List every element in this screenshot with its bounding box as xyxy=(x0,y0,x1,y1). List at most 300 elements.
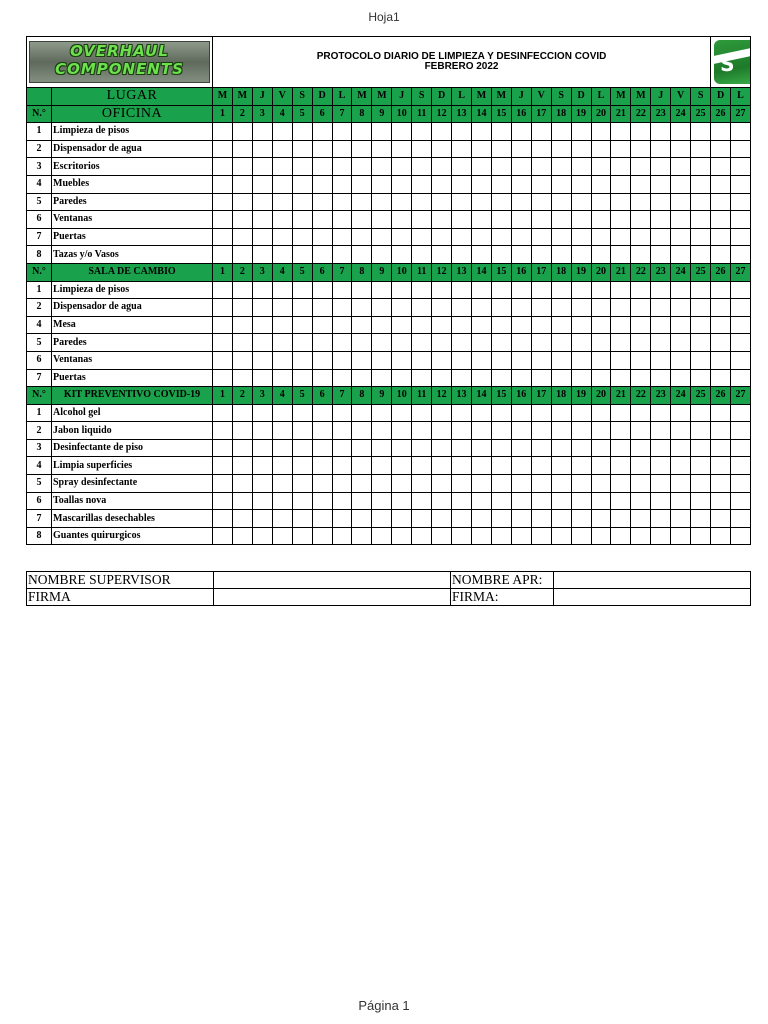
check-cell[interactable] xyxy=(372,334,392,352)
check-cell[interactable] xyxy=(232,334,252,352)
check-cell[interactable] xyxy=(232,351,252,369)
check-cell[interactable] xyxy=(711,316,731,334)
check-cell[interactable] xyxy=(252,158,272,176)
check-cell[interactable] xyxy=(332,316,352,334)
check-cell[interactable] xyxy=(412,281,432,299)
check-cell[interactable] xyxy=(491,193,511,211)
check-cell[interactable] xyxy=(691,422,711,440)
check-cell[interactable] xyxy=(352,422,372,440)
check-cell[interactable] xyxy=(511,404,531,422)
check-cell[interactable] xyxy=(511,299,531,317)
check-cell[interactable] xyxy=(292,475,312,493)
check-cell[interactable] xyxy=(332,457,352,475)
check-cell[interactable] xyxy=(452,492,472,510)
check-cell[interactable] xyxy=(491,369,511,387)
check-cell[interactable] xyxy=(691,439,711,457)
check-cell[interactable] xyxy=(691,193,711,211)
check-cell[interactable] xyxy=(252,246,272,264)
check-cell[interactable] xyxy=(452,351,472,369)
check-cell[interactable] xyxy=(332,193,352,211)
check-cell[interactable] xyxy=(332,369,352,387)
check-cell[interactable] xyxy=(352,369,372,387)
check-cell[interactable] xyxy=(432,475,452,493)
check-cell[interactable] xyxy=(691,369,711,387)
check-cell[interactable] xyxy=(571,140,591,158)
check-cell[interactable] xyxy=(491,404,511,422)
check-cell[interactable] xyxy=(372,439,392,457)
check-cell[interactable] xyxy=(731,351,751,369)
check-cell[interactable] xyxy=(352,510,372,528)
check-cell[interactable] xyxy=(232,404,252,422)
check-cell[interactable] xyxy=(412,299,432,317)
check-cell[interactable] xyxy=(631,193,651,211)
check-cell[interactable] xyxy=(412,422,432,440)
check-cell[interactable] xyxy=(631,439,651,457)
check-cell[interactable] xyxy=(571,351,591,369)
check-cell[interactable] xyxy=(691,228,711,246)
check-cell[interactable] xyxy=(571,246,591,264)
check-cell[interactable] xyxy=(631,246,651,264)
check-cell[interactable] xyxy=(631,140,651,158)
check-cell[interactable] xyxy=(412,175,432,193)
check-cell[interactable] xyxy=(392,404,412,422)
check-cell[interactable] xyxy=(332,334,352,352)
check-cell[interactable] xyxy=(591,422,611,440)
check-cell[interactable] xyxy=(631,510,651,528)
check-cell[interactable] xyxy=(272,193,292,211)
check-cell[interactable] xyxy=(332,140,352,158)
check-cell[interactable] xyxy=(312,510,332,528)
check-cell[interactable] xyxy=(412,316,432,334)
check-cell[interactable] xyxy=(412,140,432,158)
check-cell[interactable] xyxy=(731,175,751,193)
check-cell[interactable] xyxy=(671,510,691,528)
check-cell[interactable] xyxy=(312,193,332,211)
check-cell[interactable] xyxy=(213,510,233,528)
check-cell[interactable] xyxy=(691,510,711,528)
check-cell[interactable] xyxy=(631,422,651,440)
check-cell[interactable] xyxy=(372,510,392,528)
check-cell[interactable] xyxy=(591,211,611,229)
check-cell[interactable] xyxy=(611,527,631,545)
check-cell[interactable] xyxy=(651,211,671,229)
check-cell[interactable] xyxy=(352,439,372,457)
check-cell[interactable] xyxy=(471,211,491,229)
check-cell[interactable] xyxy=(312,475,332,493)
check-cell[interactable] xyxy=(491,492,511,510)
check-cell[interactable] xyxy=(651,475,671,493)
check-cell[interactable] xyxy=(392,193,412,211)
check-cell[interactable] xyxy=(631,457,651,475)
check-cell[interactable] xyxy=(292,316,312,334)
check-cell[interactable] xyxy=(352,123,372,141)
check-cell[interactable] xyxy=(252,422,272,440)
check-cell[interactable] xyxy=(432,281,452,299)
check-cell[interactable] xyxy=(511,492,531,510)
supervisor-name-field[interactable] xyxy=(214,572,451,589)
check-cell[interactable] xyxy=(611,123,631,141)
check-cell[interactable] xyxy=(571,175,591,193)
check-cell[interactable] xyxy=(731,246,751,264)
check-cell[interactable] xyxy=(591,228,611,246)
check-cell[interactable] xyxy=(531,439,551,457)
check-cell[interactable] xyxy=(272,158,292,176)
check-cell[interactable] xyxy=(731,527,751,545)
check-cell[interactable] xyxy=(511,351,531,369)
check-cell[interactable] xyxy=(711,369,731,387)
check-cell[interactable] xyxy=(591,369,611,387)
check-cell[interactable] xyxy=(432,193,452,211)
check-cell[interactable] xyxy=(412,246,432,264)
check-cell[interactable] xyxy=(671,439,691,457)
check-cell[interactable] xyxy=(392,175,412,193)
check-cell[interactable] xyxy=(252,140,272,158)
check-cell[interactable] xyxy=(372,211,392,229)
check-cell[interactable] xyxy=(352,281,372,299)
check-cell[interactable] xyxy=(491,422,511,440)
check-cell[interactable] xyxy=(312,158,332,176)
check-cell[interactable] xyxy=(551,510,571,528)
check-cell[interactable] xyxy=(571,299,591,317)
check-cell[interactable] xyxy=(531,158,551,176)
check-cell[interactable] xyxy=(332,299,352,317)
check-cell[interactable] xyxy=(312,439,332,457)
check-cell[interactable] xyxy=(232,158,252,176)
check-cell[interactable] xyxy=(292,193,312,211)
check-cell[interactable] xyxy=(611,316,631,334)
check-cell[interactable] xyxy=(671,140,691,158)
check-cell[interactable] xyxy=(272,299,292,317)
check-cell[interactable] xyxy=(491,351,511,369)
check-cell[interactable] xyxy=(232,492,252,510)
check-cell[interactable] xyxy=(352,334,372,352)
check-cell[interactable] xyxy=(531,457,551,475)
check-cell[interactable] xyxy=(392,351,412,369)
check-cell[interactable] xyxy=(511,457,531,475)
check-cell[interactable] xyxy=(372,475,392,493)
check-cell[interactable] xyxy=(651,492,671,510)
check-cell[interactable] xyxy=(252,316,272,334)
check-cell[interactable] xyxy=(213,351,233,369)
check-cell[interactable] xyxy=(292,369,312,387)
check-cell[interactable] xyxy=(312,316,332,334)
check-cell[interactable] xyxy=(731,457,751,475)
check-cell[interactable] xyxy=(252,123,272,141)
check-cell[interactable] xyxy=(232,475,252,493)
check-cell[interactable] xyxy=(292,123,312,141)
check-cell[interactable] xyxy=(731,439,751,457)
check-cell[interactable] xyxy=(332,281,352,299)
check-cell[interactable] xyxy=(471,439,491,457)
check-cell[interactable] xyxy=(272,369,292,387)
check-cell[interactable] xyxy=(272,457,292,475)
check-cell[interactable] xyxy=(531,369,551,387)
check-cell[interactable] xyxy=(711,299,731,317)
check-cell[interactable] xyxy=(232,369,252,387)
check-cell[interactable] xyxy=(432,175,452,193)
check-cell[interactable] xyxy=(731,140,751,158)
check-cell[interactable] xyxy=(691,246,711,264)
check-cell[interactable] xyxy=(651,527,671,545)
check-cell[interactable] xyxy=(292,492,312,510)
check-cell[interactable] xyxy=(213,175,233,193)
check-cell[interactable] xyxy=(551,475,571,493)
check-cell[interactable] xyxy=(631,228,651,246)
check-cell[interactable] xyxy=(711,281,731,299)
check-cell[interactable] xyxy=(432,369,452,387)
check-cell[interactable] xyxy=(551,334,571,352)
check-cell[interactable] xyxy=(511,140,531,158)
check-cell[interactable] xyxy=(551,369,571,387)
check-cell[interactable] xyxy=(252,299,272,317)
check-cell[interactable] xyxy=(651,246,671,264)
check-cell[interactable] xyxy=(213,123,233,141)
check-cell[interactable] xyxy=(452,422,472,440)
check-cell[interactable] xyxy=(252,404,272,422)
check-cell[interactable] xyxy=(452,211,472,229)
check-cell[interactable] xyxy=(372,158,392,176)
check-cell[interactable] xyxy=(292,439,312,457)
check-cell[interactable] xyxy=(631,299,651,317)
check-cell[interactable] xyxy=(711,193,731,211)
check-cell[interactable] xyxy=(272,140,292,158)
check-cell[interactable] xyxy=(691,475,711,493)
check-cell[interactable] xyxy=(372,492,392,510)
check-cell[interactable] xyxy=(491,158,511,176)
check-cell[interactable] xyxy=(631,369,651,387)
check-cell[interactable] xyxy=(531,175,551,193)
check-cell[interactable] xyxy=(611,369,631,387)
check-cell[interactable] xyxy=(711,123,731,141)
check-cell[interactable] xyxy=(252,175,272,193)
check-cell[interactable] xyxy=(372,299,392,317)
check-cell[interactable] xyxy=(491,123,511,141)
check-cell[interactable] xyxy=(292,334,312,352)
check-cell[interactable] xyxy=(691,281,711,299)
check-cell[interactable] xyxy=(551,228,571,246)
check-cell[interactable] xyxy=(432,299,452,317)
check-cell[interactable] xyxy=(491,475,511,493)
check-cell[interactable] xyxy=(531,351,551,369)
check-cell[interactable] xyxy=(591,439,611,457)
check-cell[interactable] xyxy=(551,439,571,457)
check-cell[interactable] xyxy=(591,527,611,545)
check-cell[interactable] xyxy=(591,123,611,141)
check-cell[interactable] xyxy=(671,299,691,317)
check-cell[interactable] xyxy=(551,175,571,193)
check-cell[interactable] xyxy=(252,228,272,246)
check-cell[interactable] xyxy=(631,527,651,545)
check-cell[interactable] xyxy=(392,246,412,264)
check-cell[interactable] xyxy=(691,211,711,229)
check-cell[interactable] xyxy=(412,404,432,422)
check-cell[interactable] xyxy=(213,334,233,352)
check-cell[interactable] xyxy=(332,527,352,545)
check-cell[interactable] xyxy=(531,193,551,211)
check-cell[interactable] xyxy=(392,492,412,510)
check-cell[interactable] xyxy=(511,316,531,334)
check-cell[interactable] xyxy=(551,158,571,176)
check-cell[interactable] xyxy=(551,492,571,510)
check-cell[interactable] xyxy=(651,175,671,193)
check-cell[interactable] xyxy=(571,439,591,457)
check-cell[interactable] xyxy=(392,211,412,229)
check-cell[interactable] xyxy=(432,140,452,158)
check-cell[interactable] xyxy=(312,457,332,475)
check-cell[interactable] xyxy=(352,228,372,246)
check-cell[interactable] xyxy=(352,299,372,317)
check-cell[interactable] xyxy=(412,492,432,510)
check-cell[interactable] xyxy=(591,404,611,422)
check-cell[interactable] xyxy=(272,246,292,264)
check-cell[interactable] xyxy=(711,457,731,475)
check-cell[interactable] xyxy=(611,439,631,457)
check-cell[interactable] xyxy=(671,422,691,440)
check-cell[interactable] xyxy=(432,422,452,440)
check-cell[interactable] xyxy=(412,369,432,387)
check-cell[interactable] xyxy=(671,369,691,387)
check-cell[interactable] xyxy=(392,123,412,141)
check-cell[interactable] xyxy=(272,475,292,493)
check-cell[interactable] xyxy=(571,334,591,352)
check-cell[interactable] xyxy=(731,475,751,493)
check-cell[interactable] xyxy=(312,123,332,141)
check-cell[interactable] xyxy=(292,175,312,193)
check-cell[interactable] xyxy=(471,123,491,141)
check-cell[interactable] xyxy=(292,228,312,246)
check-cell[interactable] xyxy=(691,351,711,369)
check-cell[interactable] xyxy=(332,510,352,528)
check-cell[interactable] xyxy=(392,475,412,493)
check-cell[interactable] xyxy=(531,527,551,545)
check-cell[interactable] xyxy=(432,527,452,545)
check-cell[interactable] xyxy=(491,316,511,334)
check-cell[interactable] xyxy=(272,422,292,440)
check-cell[interactable] xyxy=(611,299,631,317)
check-cell[interactable] xyxy=(392,334,412,352)
apr-name-field[interactable] xyxy=(554,572,751,589)
check-cell[interactable] xyxy=(531,475,551,493)
check-cell[interactable] xyxy=(432,228,452,246)
check-cell[interactable] xyxy=(432,492,452,510)
check-cell[interactable] xyxy=(372,422,392,440)
check-cell[interactable] xyxy=(312,140,332,158)
check-cell[interactable] xyxy=(372,369,392,387)
check-cell[interactable] xyxy=(452,281,472,299)
check-cell[interactable] xyxy=(651,510,671,528)
check-cell[interactable] xyxy=(392,457,412,475)
check-cell[interactable] xyxy=(691,123,711,141)
check-cell[interactable] xyxy=(531,140,551,158)
check-cell[interactable] xyxy=(332,246,352,264)
check-cell[interactable] xyxy=(711,510,731,528)
check-cell[interactable] xyxy=(571,158,591,176)
check-cell[interactable] xyxy=(551,140,571,158)
check-cell[interactable] xyxy=(252,475,272,493)
check-cell[interactable] xyxy=(511,158,531,176)
check-cell[interactable] xyxy=(312,527,332,545)
check-cell[interactable] xyxy=(452,404,472,422)
check-cell[interactable] xyxy=(452,123,472,141)
check-cell[interactable] xyxy=(491,439,511,457)
check-cell[interactable] xyxy=(551,123,571,141)
check-cell[interactable] xyxy=(372,457,392,475)
check-cell[interactable] xyxy=(412,158,432,176)
check-cell[interactable] xyxy=(511,439,531,457)
check-cell[interactable] xyxy=(671,246,691,264)
check-cell[interactable] xyxy=(312,369,332,387)
check-cell[interactable] xyxy=(551,404,571,422)
check-cell[interactable] xyxy=(551,351,571,369)
check-cell[interactable] xyxy=(531,299,551,317)
check-cell[interactable] xyxy=(731,369,751,387)
check-cell[interactable] xyxy=(731,211,751,229)
check-cell[interactable] xyxy=(691,158,711,176)
check-cell[interactable] xyxy=(611,140,631,158)
check-cell[interactable] xyxy=(452,475,472,493)
check-cell[interactable] xyxy=(591,193,611,211)
check-cell[interactable] xyxy=(471,510,491,528)
check-cell[interactable] xyxy=(651,299,671,317)
check-cell[interactable] xyxy=(452,316,472,334)
check-cell[interactable] xyxy=(292,281,312,299)
check-cell[interactable] xyxy=(232,228,252,246)
check-cell[interactable] xyxy=(352,351,372,369)
check-cell[interactable] xyxy=(372,351,392,369)
check-cell[interactable] xyxy=(252,193,272,211)
check-cell[interactable] xyxy=(312,492,332,510)
check-cell[interactable] xyxy=(213,492,233,510)
check-cell[interactable] xyxy=(252,281,272,299)
supervisor-signature-field[interactable] xyxy=(214,589,451,606)
check-cell[interactable] xyxy=(671,281,691,299)
check-cell[interactable] xyxy=(731,281,751,299)
check-cell[interactable] xyxy=(511,175,531,193)
check-cell[interactable] xyxy=(651,369,671,387)
check-cell[interactable] xyxy=(352,175,372,193)
check-cell[interactable] xyxy=(213,475,233,493)
check-cell[interactable] xyxy=(731,404,751,422)
check-cell[interactable] xyxy=(432,211,452,229)
check-cell[interactable] xyxy=(551,527,571,545)
check-cell[interactable] xyxy=(671,351,691,369)
check-cell[interactable] xyxy=(491,246,511,264)
check-cell[interactable] xyxy=(412,334,432,352)
check-cell[interactable] xyxy=(392,316,412,334)
check-cell[interactable] xyxy=(292,404,312,422)
check-cell[interactable] xyxy=(531,246,551,264)
check-cell[interactable] xyxy=(571,193,591,211)
check-cell[interactable] xyxy=(711,228,731,246)
check-cell[interactable] xyxy=(312,228,332,246)
check-cell[interactable] xyxy=(272,175,292,193)
check-cell[interactable] xyxy=(691,404,711,422)
check-cell[interactable] xyxy=(531,316,551,334)
check-cell[interactable] xyxy=(232,457,252,475)
check-cell[interactable] xyxy=(272,228,292,246)
check-cell[interactable] xyxy=(412,527,432,545)
check-cell[interactable] xyxy=(213,404,233,422)
check-cell[interactable] xyxy=(252,334,272,352)
check-cell[interactable] xyxy=(611,334,631,352)
check-cell[interactable] xyxy=(531,228,551,246)
check-cell[interactable] xyxy=(332,158,352,176)
check-cell[interactable] xyxy=(711,175,731,193)
check-cell[interactable] xyxy=(213,527,233,545)
check-cell[interactable] xyxy=(691,316,711,334)
check-cell[interactable] xyxy=(611,475,631,493)
check-cell[interactable] xyxy=(591,175,611,193)
